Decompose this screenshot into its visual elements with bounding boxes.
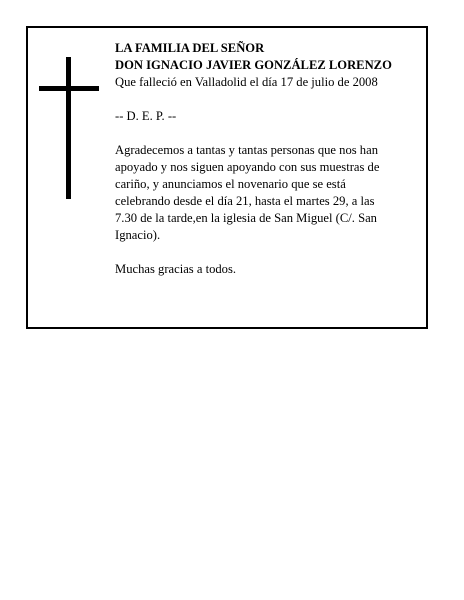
heading-deceased-name: DON IGNACIO JAVIER GONZÁLEZ LORENZO bbox=[115, 58, 392, 72]
heading-family: LA FAMILIA DEL SEÑOR bbox=[115, 41, 265, 55]
thanks-line: 7.30 de la tarde,en la iglesia de San Miguel (C/. San bbox=[115, 211, 377, 225]
cross-horizontal-bar bbox=[39, 86, 99, 91]
closing-line: Muchas gracias a todos. bbox=[115, 262, 237, 276]
thanks-line: Agradecemos a tantas y tantas personas que nos han bbox=[115, 143, 378, 157]
cross-vertical-bar bbox=[66, 57, 71, 199]
cross-icon bbox=[39, 57, 99, 199]
thanks-line: cariño, y anunciamos el novenario que se está bbox=[115, 177, 346, 191]
thanks-line: apoyado y nos siguen apoyando con sus muestras de bbox=[115, 160, 380, 174]
obituary-notice bbox=[26, 26, 428, 329]
thanks-paragraph bbox=[115, 142, 421, 244]
thanks-line: Ignacio). bbox=[115, 228, 161, 242]
rip-line: -- D. E. P. -- bbox=[115, 109, 177, 123]
thanks-line: celebrando desde el día 21, hasta el martes 29, a las bbox=[115, 194, 375, 208]
notice-text bbox=[115, 40, 421, 278]
death-statement: Que falleció en Valladolid el día 17 de julio de 2008 bbox=[115, 75, 378, 89]
